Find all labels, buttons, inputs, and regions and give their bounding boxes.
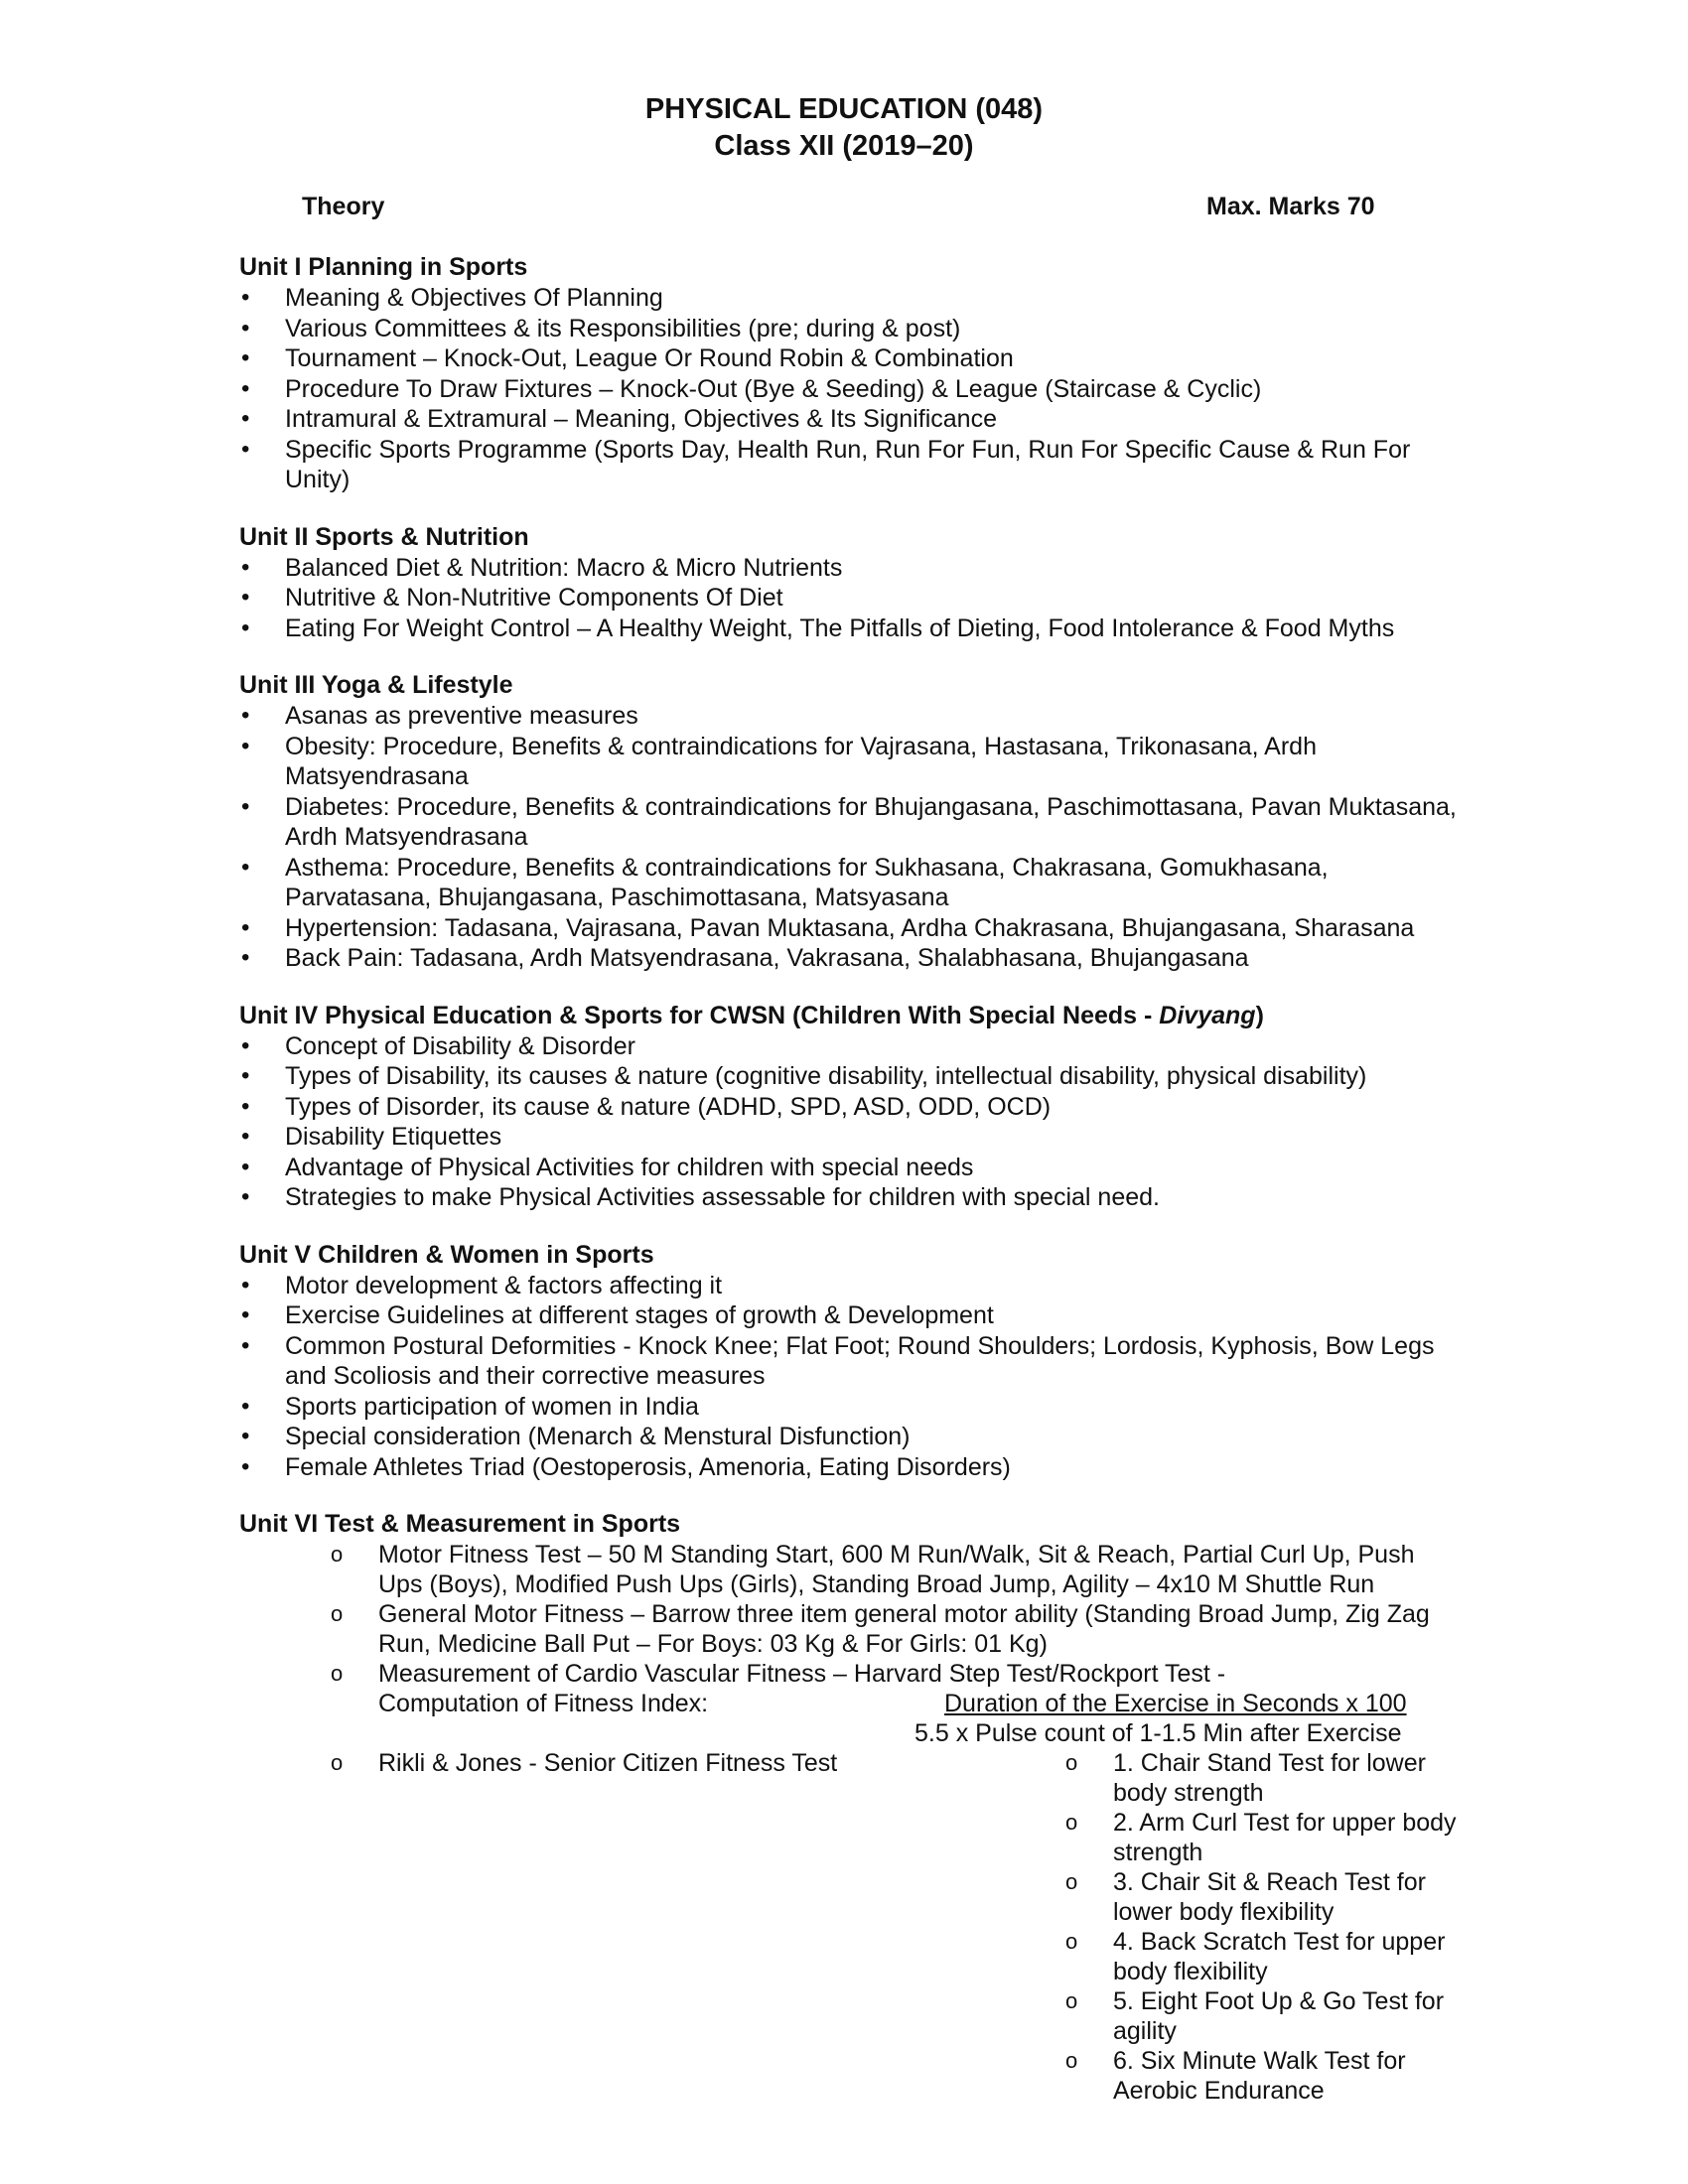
unit-3-list — [239, 701, 1461, 974]
unit-4-list — [239, 1031, 1461, 1213]
fitness-index-label: Computation of Fitness Index: — [378, 1690, 709, 1717]
list-item: o 1. Chair Stand Test for lower body strength — [974, 1748, 1461, 1808]
title-block — [0, 91, 1688, 165]
unit-2 — [239, 521, 1461, 644]
unit-heading: Unit III Yoga & Lifestyle — [239, 671, 513, 699]
list-item: • Various Committees & its Responsibilities (pre; during & post) — [239, 314, 1461, 344]
list-item: • Procedure To Draw Fixtures – Knock-Out (Bye & Seeding) & League (Staircase & Cyclic) — [239, 374, 1461, 405]
list-item: o 5. Eight Foot Up & Go Test for agility — [974, 1986, 1461, 2046]
list-item: • Hypertension: Tadasana, Vajrasana, Pavan Muktasana, Ardha Chakrasana, Bhujangasana, Sharasana — [239, 913, 1461, 944]
list-item: • Meaning & Objectives Of Planning — [239, 283, 1461, 314]
page-title: PHYSICAL EDUCATION (048) — [644, 93, 1044, 125]
list-item: • Back Pain: Tadasana, Ardh Matsyendrasana, Vakrasana, Shalabhasana, Bhujangasana — [239, 943, 1461, 974]
list-item — [239, 1748, 1461, 2105]
list-item: • Nutritive & Non-Nutritive Components Of Diet — [239, 583, 1461, 614]
unit-heading: Unit I Planning in Sports — [239, 253, 528, 281]
unit-4 — [239, 1000, 1461, 1213]
list-item: o Motor Fitness Test – 50 M Standing Start, 600 M Run/Walk, Sit & Reach, Partial Curl Up, Push Ups (Boys), Modified Push Ups (Girls), Standing Broad Jump, Agility – 4x10 M Shuttle Run — [239, 1540, 1461, 1599]
list-item: • Types of Disability, its causes & nature (cognitive disability, intellectual disability, physical disability) — [239, 1061, 1461, 1092]
unit-heading-main: Unit IV Physical Education & Sports for CWSN (Children With Special Needs - — [239, 1001, 1160, 1029]
rikli-test-list — [974, 1748, 1461, 2106]
syllabus-content — [239, 251, 1461, 2105]
fitness-index-row — [378, 1689, 1461, 1718]
max-marks: Max. Marks 70 — [1206, 193, 1375, 220]
list-item: • Specific Sports Programme (Sports Day, Health Run, Run For Fun, Run For Specific Cause & Run For Unity) — [239, 435, 1461, 495]
unit-heading: Unit II Sports & Nutrition — [239, 522, 529, 551]
list-item: • Tournament – Knock-Out, League Or Round Robin & Combination — [239, 343, 1461, 374]
list-item: • Asthema: Procedure, Benefits & contraindications for Sukhasana, Chakrasana, Gomukhasana, Parvatasana, Bhujangasana, Paschimottasana, Matsyasana — [239, 853, 1461, 913]
list-item: • Obesity: Procedure, Benefits & contraindications for Vajrasana, Hastasana, Trikonasana, Ardh Matsyendrasana — [239, 732, 1461, 792]
list-item: • Common Postural Deformities - Knock Knee; Flat Foot; Round Shoulders; Lordosis, Kyphosis, Bow Legs and Scoliosis and their corrective measures — [239, 1331, 1461, 1392]
list-item: • Concept of Disability & Disorder — [239, 1031, 1461, 1062]
unit-2-list — [239, 553, 1461, 644]
list-item: • Intramural & Extramural – Meaning, Objectives & Its Significance — [239, 404, 1461, 435]
list-item: • Balanced Diet & Nutrition: Macro & Micro Nutrients — [239, 553, 1461, 584]
list-item: • Motor development & factors affecting it — [239, 1271, 1461, 1301]
list-item: • Diabetes: Procedure, Benefits & contraindications for Bhujangasana, Paschimottasana, Pavan Muktasana, Ardh Matsyendrasana — [239, 792, 1461, 853]
list-item: • Asanas as preventive measures — [239, 701, 1461, 732]
rikli-label: Rikli & Jones - Senior Citizen Fitness Test — [378, 1749, 838, 1777]
list-item: • Female Athletes Triad (Oestoperosis, Amenoria, Eating Disorders) — [239, 1452, 1461, 1483]
list-item: o 4. Back Scratch Test for upper body flexibility — [974, 1927, 1461, 1986]
list-item: • Types of Disorder, its cause & nature (ADHD, SPD, ASD, ODD, OCD) — [239, 1092, 1461, 1123]
list-item: • Disability Etiquettes — [239, 1122, 1461, 1153]
list-item: o 2. Arm Curl Test for upper body strength — [974, 1808, 1461, 1867]
page-subtitle: Class XII (2019–20) — [714, 130, 974, 162]
list-item: • Strategies to make Physical Activities assessable for children with special need. — [239, 1182, 1461, 1213]
list-item: • Sports participation of women in India — [239, 1392, 1461, 1423]
unit-heading-close: ) — [1255, 1001, 1264, 1029]
unit-5 — [239, 1239, 1461, 1483]
unit-1 — [239, 251, 1461, 495]
list-item: • Advantage of Physical Activities for children with special needs — [239, 1153, 1461, 1183]
unit-heading: Unit V Children & Women in Sports — [239, 1240, 654, 1269]
fitness-index-denominator: 5.5 x Pulse count of 1-1.5 Min after Exercise — [914, 1719, 1402, 1747]
list-item: • Exercise Guidelines at different stages of growth & Development — [239, 1300, 1461, 1331]
fitness-index-numerator: Duration of the Exercise in Seconds x 100 — [944, 1690, 1407, 1717]
list-item: o General Motor Fitness – Barrow three item general motor ability (Standing Broad Jump, Zig Zag Run, Medicine Ball Put – For Boys: 03 Kg & For Girls: 01 Kg) — [239, 1599, 1461, 1659]
list-item — [239, 1659, 1461, 1748]
unit-heading — [239, 1000, 1461, 1031]
list-item: o 6. Six Minute Walk Test for Aerobic Endurance — [974, 2046, 1461, 2106]
list-item: • Eating For Weight Control – A Healthy Weight, The Pitfalls of Dieting, Food Intolerance & Food Myths — [239, 614, 1461, 644]
list-item: o 3. Chair Sit & Reach Test for lower body flexibility — [974, 1867, 1461, 1927]
unit-6-list — [239, 1540, 1461, 2105]
unit-6 — [239, 1508, 1461, 2105]
unit-5-list — [239, 1271, 1461, 1483]
unit-1-list — [239, 283, 1461, 495]
unit-3 — [239, 669, 1461, 974]
unit-heading-emphasis: Divyang — [1159, 1001, 1256, 1029]
theory-label: Theory — [302, 193, 385, 220]
unit-heading: Unit VI Test & Measurement in Sports — [239, 1510, 681, 1538]
list-item: • Special consideration (Menarch & Menstural Disfunction) — [239, 1422, 1461, 1452]
fitness-index-denominator-row — [378, 1718, 1461, 1748]
list-item-text: o Measurement of Cardio Vascular Fitness – Harvard Step Test/Rockport Test - — [378, 1660, 1226, 1688]
